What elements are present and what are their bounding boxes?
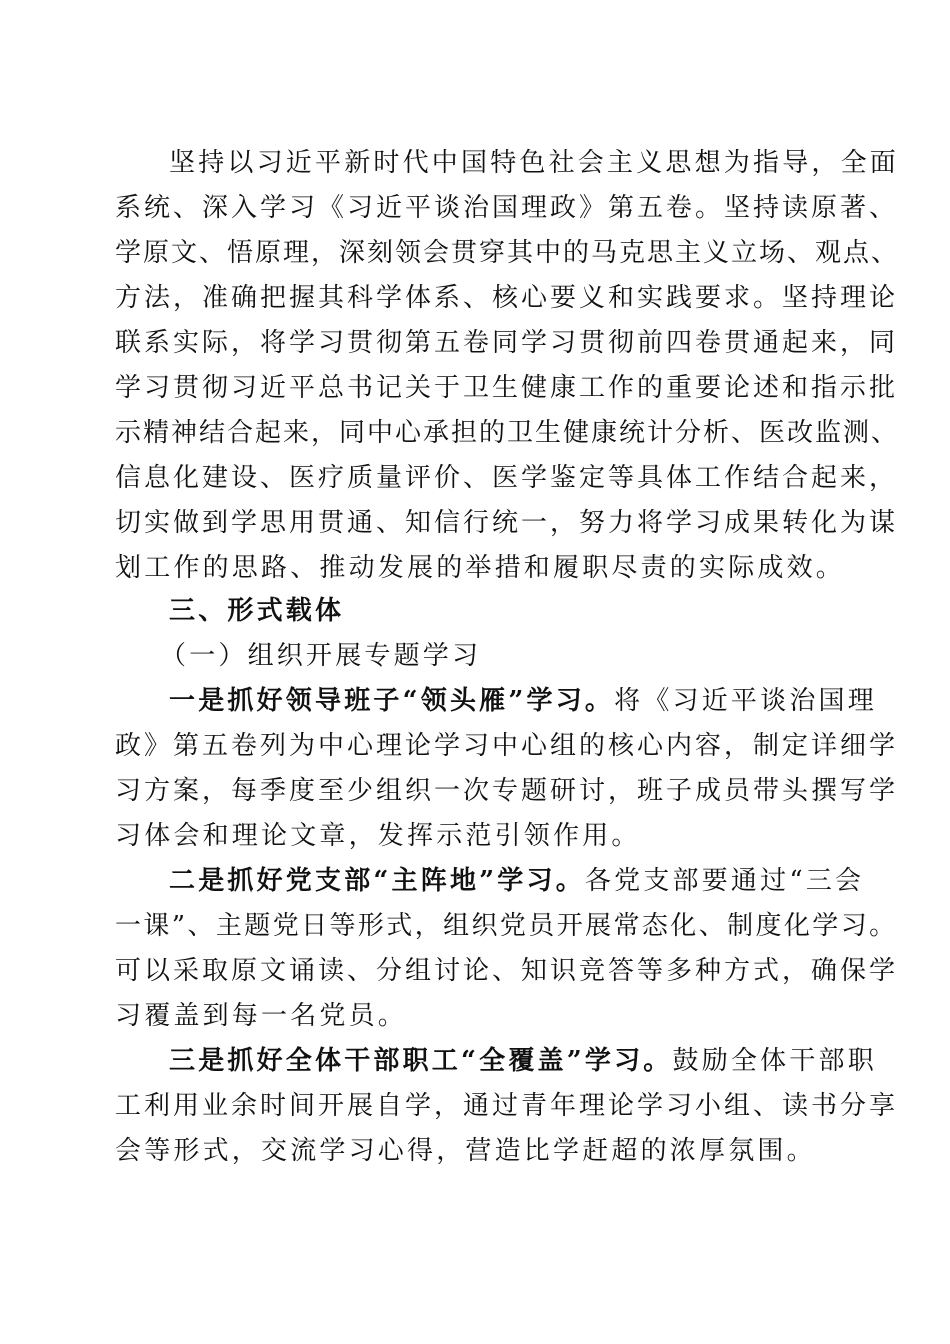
item-3-rest: 鼓励全体干部职 xyxy=(672,1046,877,1076)
section-heading: 三、形式载体 xyxy=(169,596,345,626)
paragraph-line: 工利用业余时间开展自学，通过青年理论学习小组、读书分享 xyxy=(115,1091,899,1121)
paragraph-line: 划工作的思路、推动发展的举措和履职尽责的实际成效。 xyxy=(115,553,846,583)
item-2-lead: 二是抓好党支部“主阵地”学习。 xyxy=(169,866,585,896)
paragraph-line: 示精神结合起来，同中心承担的卫生健康统计分析、医改监测、 xyxy=(115,418,900,448)
item-3-lead: 三是抓好全体干部职工“全覆盖”学习。 xyxy=(169,1046,673,1076)
paragraph-line: 学原文、悟原理，深刻领会贯穿其中的马克思主义立场、观点、 xyxy=(115,238,900,268)
paragraph-line: 习覆盖到每一名党员。 xyxy=(115,1001,408,1031)
item-1-lead: 一是抓好领导班子“领头雁”学习。 xyxy=(169,686,615,716)
paragraph-line: 信息化建设、医疗质量评价、医学鉴定等具体工作结合起来， xyxy=(115,463,899,493)
item-3-first-line xyxy=(169,1046,877,1076)
item-1-rest: 将《习近平谈治国理 xyxy=(614,686,877,716)
paragraph-line: 习体会和理论文章，发挥示范引领作用。 xyxy=(115,821,641,851)
paragraph-line: 会等形式，交流学习心得，营造比学赶超的浓厚氛围。 xyxy=(115,1136,816,1166)
paragraph-line: 方法，准确把握其科学体系、核心要义和实践要求。坚持理论 xyxy=(115,283,899,313)
paragraph-line: 习方案，每季度至少组织一次专题研讨，班子成员带头撰写学 xyxy=(115,776,899,806)
paragraph-line: 切实做到学思用贯通、知信行统一，努力将学习成果转化为谋 xyxy=(115,508,899,538)
item-2-rest: 各党支部要通过“三会 xyxy=(584,866,865,896)
paragraph-line: 坚持以习近平新时代中国特色社会主义思想为指导，全面 xyxy=(169,148,900,178)
item-1-first-line xyxy=(169,686,877,716)
subsection-heading: （一）组织开展专题学习 xyxy=(160,641,482,671)
item-2-first-line xyxy=(169,866,864,896)
paragraph-line: 政》第五卷列为中心理论学习中心组的核心内容，制定详细学 xyxy=(115,731,899,761)
paragraph-line: 一课”、主题党日等形式，组织党员开展常态化、制度化学习。 xyxy=(115,911,898,941)
paragraph-line: 联系实际，将学习贯彻第五卷同学习贯彻前四卷贯通起来，同 xyxy=(115,328,899,358)
paragraph-line: 系统、深入学习《习近平谈治国理政》第五卷。坚持读原著、 xyxy=(115,193,899,223)
paragraph-line: 学习贯彻习近平总书记关于卫生健康工作的重要论述和指示批 xyxy=(115,373,899,403)
paragraph-line: 可以采取原文诵读、分组讨论、知识竞答等多种方式，确保学 xyxy=(115,956,899,986)
